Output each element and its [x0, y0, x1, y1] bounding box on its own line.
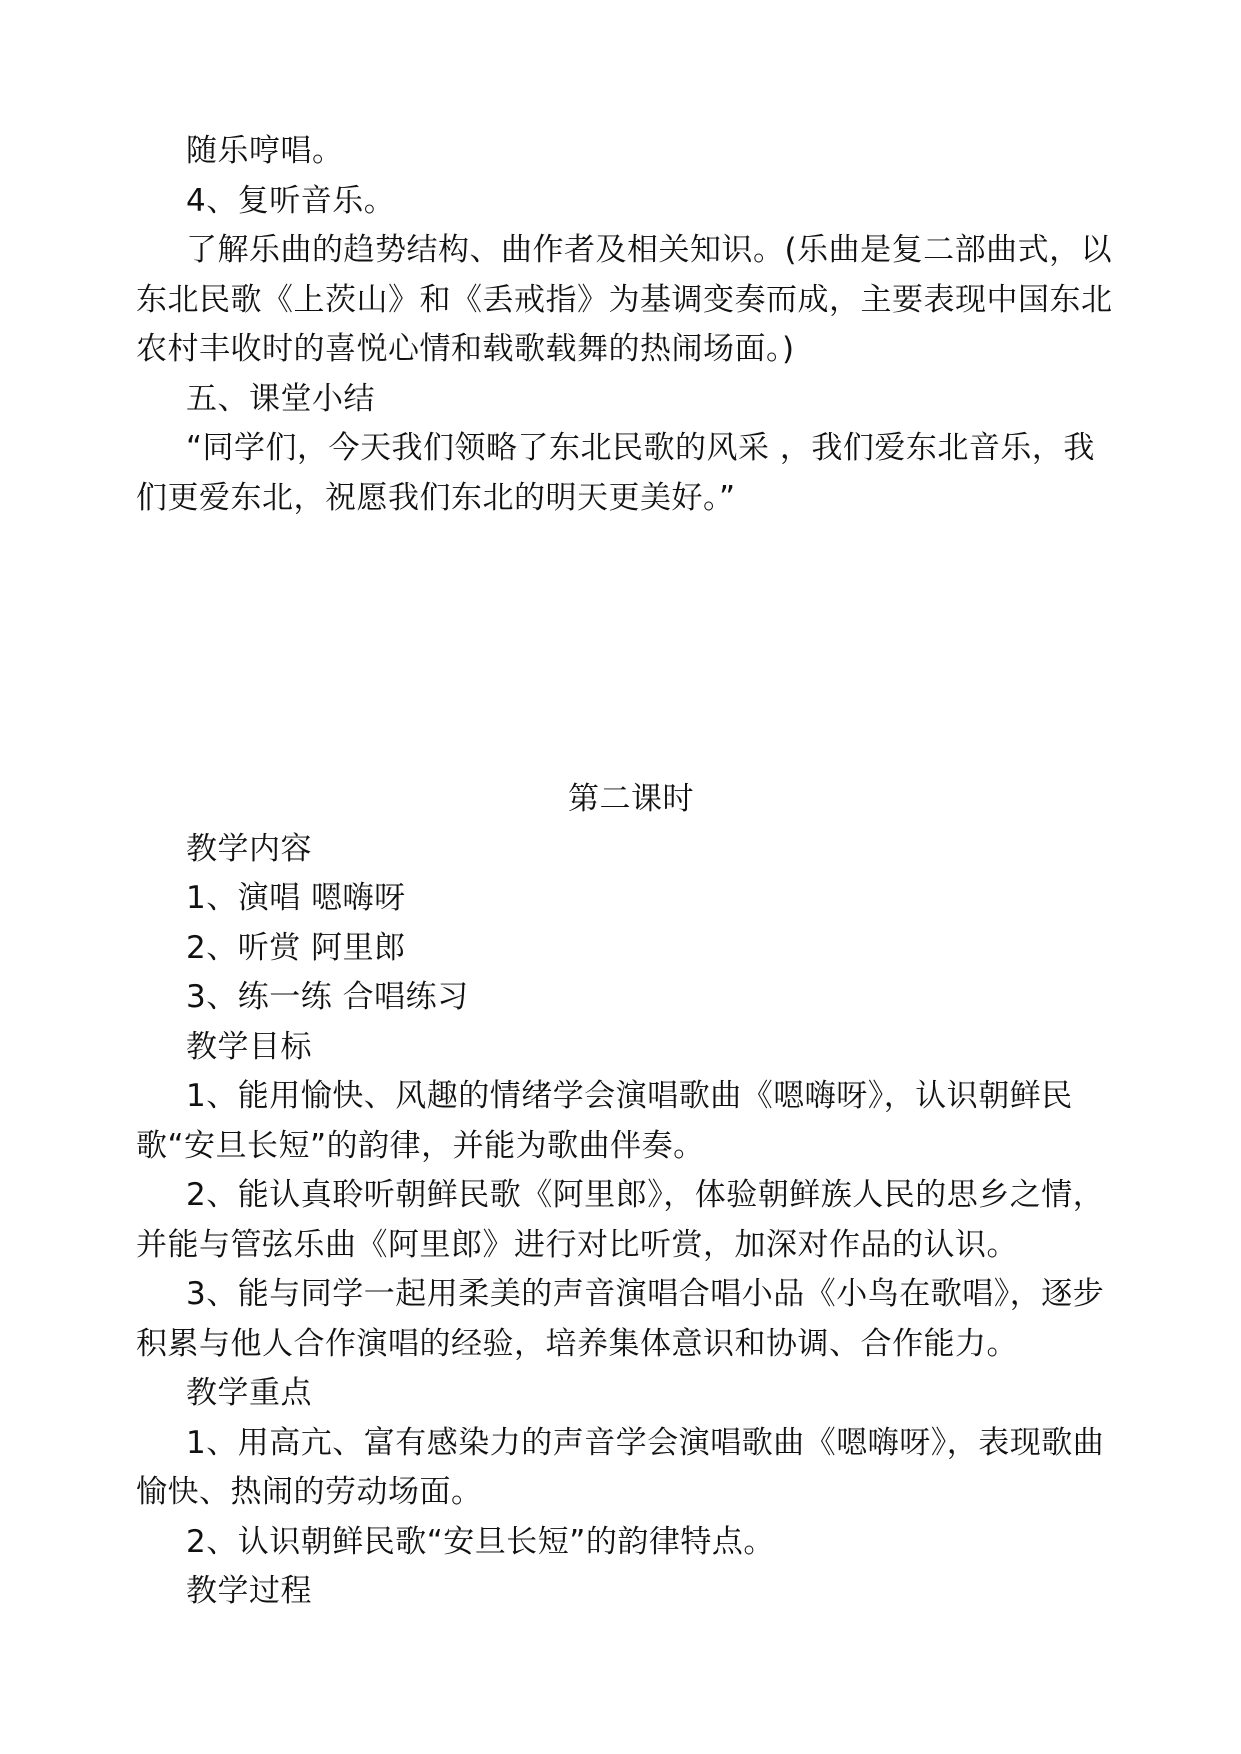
humming-line: 随乐哼唱。 [186, 133, 344, 169]
music-structure-paragraph: 了解乐曲的趋势结构、曲作者及相关知识。(乐曲是复二部曲式，以东北民歌《上茨山》和《丢戒指》为基调变奏而成，主要表现中国东北农村丰收时的喜悦心情和载歌载舞的热闹场面。) [136, 232, 1113, 367]
content-item: 1、演唱 嗯嗨呀 [186, 880, 406, 916]
goal-paragraph: 2、能认真聆听朝鲜民歌《阿里郎》，体验朝鲜族人民的思乡之情，并能与管弦乐曲《阿里郎》进行对比听赏，加深对作品的认识。 [136, 1177, 1105, 1263]
step-4-relisten: 4、复听音乐。 [186, 182, 396, 219]
content-item: 2、听赏 阿里郎 [186, 929, 406, 966]
key-point-paragraph: 1、用高亢、富有感染力的声音学会演唱歌曲《嗯嗨呀》，表现歌曲愉快、热闹的劳动场面。 [136, 1424, 1105, 1510]
goal-paragraph: 1、能用愉快、风趣的情绪学会演唱歌曲《嗯嗨呀》，认识朝鲜民歌“安旦长短”的韵律，并能为歌曲伴奏。 [136, 1078, 1073, 1164]
lesson2-section [136, 775, 1126, 1617]
lesson1-ending-section [136, 127, 1126, 523]
teaching-content-heading: 教学内容 [186, 830, 312, 867]
goal-paragraph: 3、能与同学一起用柔美的声音演唱合唱小品《小鸟在歌唱》，逐步积累与他人合作演唱的经验，培养集体意识和协调、合作能力。 [136, 1276, 1105, 1362]
class-summary-quote: “同学们，今天我们领略了东北民歌的风采 ，我们爱东北音乐，我们更爱东北，祝愿我们东北的明天更美好。” [136, 430, 1095, 516]
key-points-heading: 教学重点 [186, 1375, 312, 1411]
class-summary-heading: 五、课堂小结 [186, 380, 375, 417]
content-item: 3、练一练 合唱练习 [186, 979, 469, 1015]
lesson2-title: 第二课时 [568, 781, 694, 817]
key-point-paragraph: 2、认识朝鲜民歌“安旦长短”的韵律特点。 [186, 1523, 775, 1560]
teaching-process-heading: 教学过程 [186, 1573, 312, 1609]
teaching-goals-heading: 教学目标 [186, 1028, 312, 1065]
